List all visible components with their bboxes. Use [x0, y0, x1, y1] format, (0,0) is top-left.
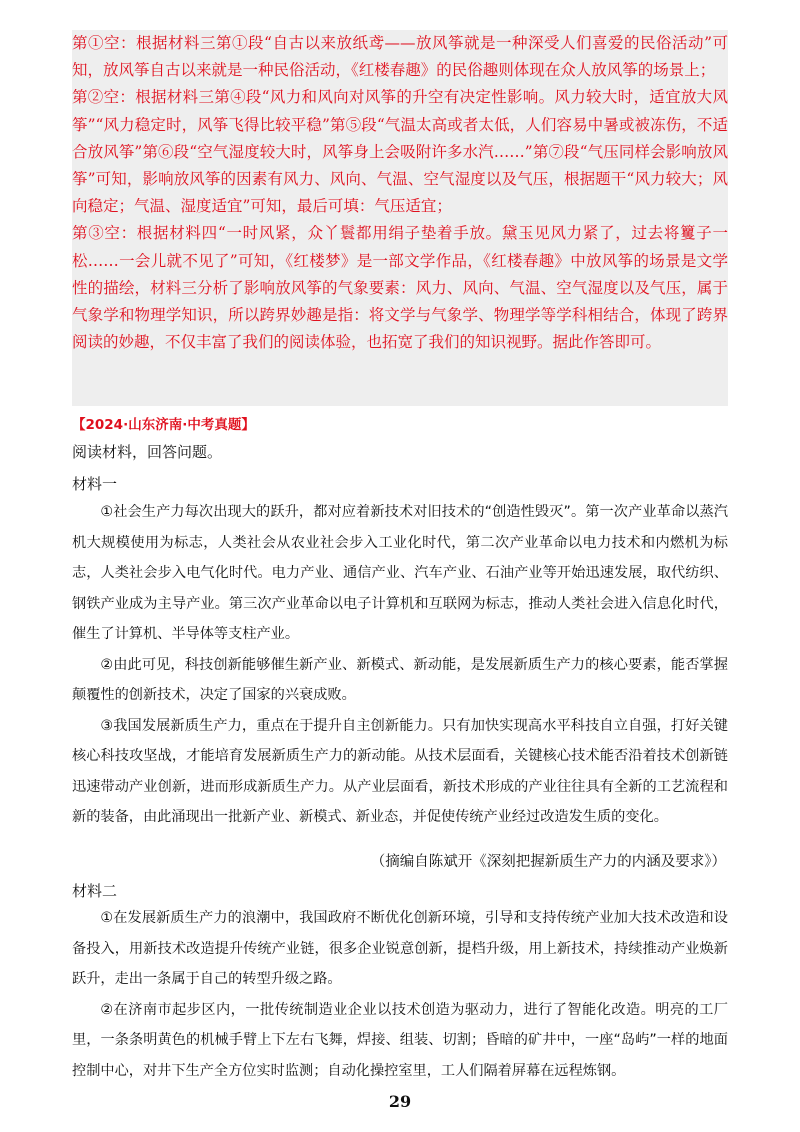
material1-body	[72, 497, 728, 833]
material1-paragraph-2: ②由此可见，科技创新能够催生新产业、新模式、新动能，是发展新质生产力的核心要素，能否掌握颠覆性的创新技术，决定了国家的兴衰成败。	[72, 656, 728, 703]
exam-tag: 【2024·山东济南·中考真题】	[72, 417, 255, 433]
material1-paragraph-1: ①社会生产力每次出现大的跃升，都对应着新技术对旧技术的“创造性毁灭”。第一次产业革命以蒸汽机大规模使用为标志，人类社会从农业社会步入工业化时代，第二次产业革命以电力技术和内燃机为标志，人类社会步入电气化时代。电力产业、通信产业、汽车产业、石油产业等开始迅速发展，取代纺织、钢铁产业成为主导产业。第三次产业革命以电子计算机和互联网为标志，推动人类社会进入信息化时代，催生了计算机、半导体等支柱产业。	[72, 504, 728, 642]
answer-paragraph-1: 第①空：根据材料三第①段“自古以来放纸鸢——放风筝就是一种深受人们喜爱的民俗活动”可知，放风筝自古以来就是一种民俗活动，《红楼春趣》的民俗趣则体现在众人放风筝的场景上；	[72, 34, 728, 80]
material1-source: （摘编自陈斌开《深刻把握新质生产力的内涵及要求》）	[370, 854, 726, 870]
answer-paragraph-2: 第②空：根据材料三第④段“风力和风向对风筝的升空有决定性影响。风力较大时，适宜放大风筝”“风力稳定时，风筝飞得比较平稳”第⑤段“气温太高或者太低，人们容易中暑或被冻伤，不适合放风筝”第⑥段“空气湿度较大时，风筝身上会吸附许多水汽……”第⑦段“气压同样会影响放风筝”可知，影响放风筝的因素有风力、风向、气温、空气湿度以及气压，根据题干“风力较大；风向稳定；气温、湿度适宜”可知，最后可填：气压适宜；	[72, 88, 728, 216]
material2-body	[72, 903, 728, 1086]
answer-paragraph-3: 第③空：根据材料四“一时风紧，众丫鬟都用绢子垫着手放。黛玉见风力紧了，过去将籰子一松……一会儿就不见了”可知，《红楼梦》是一部文学作品，《红楼春趣》中放风筝的场景是文学性的描绘，材料三分析了影响放风筝的气象要素：风力、风向、气温、空气湿度以及气压，属于气象学和物理学知识，所以跨界妙趣是指：将文学与气象学、物理学等学科相结合，体现了跨界阅读的妙趣，不仅丰富了我们的阅读体验，也拓宽了我们的知识视野。据此作答即可。	[72, 224, 728, 352]
material2-heading: 材料二	[72, 882, 118, 900]
material1-paragraph-3: ③我国发展新质生产力，重点在于提升自主创新能力。只有加快实现高水平科技自立自强，打好关键核心科技攻坚战，才能培育发展新质生产力的新动能。从技术层面看，关键核心技术能否沿着技术创新链迅速带动产业创新，进而形成新质生产力。从产业层面看，新技术形成的产业往往具有全新的工艺流程和新的装备，由此涌现出一批新产业、新模式、新业态，并促使传统产业经过改造发生质的变化。	[72, 717, 728, 825]
page-number: 29	[388, 1092, 412, 1111]
instruction: 阅读材料，回答问题。	[72, 443, 223, 461]
answer-box	[72, 30, 728, 406]
material2-paragraph-1: ①在发展新质生产力的浪潮中，我国政府不断优化创新环境，引导和支持传统产业加大技术改造和设备投入，用新技术改造提升传统产业链，很多企业锐意创新，提档升级，用上新技术，持续推动产业焕新跃升，走出一条属于自己的转型升级之路。	[72, 910, 728, 987]
material1-heading: 材料一	[72, 475, 118, 493]
material2-paragraph-2: ②在济南市起步区内，一批传统制造业企业以技术创造为驱动力，进行了智能化改造。明亮的工厂里，一条条明黄色的机械手臂上下左右飞舞，焊接、组装、切割；昏暗的矿井中，一座“岛屿”一样的地面控制中心，对井下生产全方位实时监测；自动化操控室里，工人们隔着屏幕在远程炼钢。	[72, 1001, 728, 1079]
